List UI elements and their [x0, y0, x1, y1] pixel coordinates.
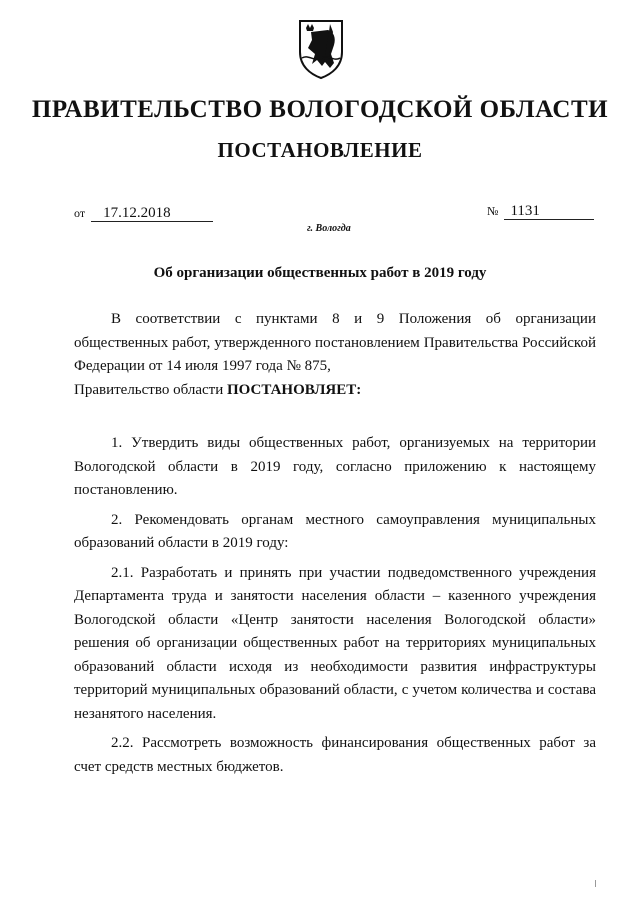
- decree-line: [74, 379, 596, 403]
- number-value: 1131: [504, 203, 594, 220]
- government-title: ПРАВИТЕЛЬСТВО ВОЛОГОДСКОЙ ОБЛАСТИ: [31, 96, 609, 123]
- item-2-1-paragraph: 2.1. Разработать и принять при участии подведомственного учреждения Департамента труда и занятости населения области – казенного учреждения Вологодской области «Центр занятости населения Вологодской области» решения об организации общественных работ на территориях муниципальных образований области исходя из необходимости развития инфраструктуры территорий муниципальных образований области, с учетом количества и состава незанятого населения.: [74, 564, 596, 722]
- item-2-2-paragraph: 2.2. Рассмотреть возможность финансирования общественных работ за счет средств местных бюджетов.: [74, 735, 596, 775]
- item-2-paragraph: 2. Рекомендовать органам местного самоуправления муниципальных образований области в 2019 году:: [74, 511, 596, 551]
- document-date: [74, 205, 213, 222]
- decree-word: ПОСТАНОВЛЯЕТ:: [226, 381, 362, 398]
- number-prefix: №: [487, 204, 499, 218]
- city-label: г. Вологда: [307, 223, 351, 234]
- date-value: 17.12.2018: [91, 205, 213, 222]
- document-number: [487, 203, 594, 220]
- document-type: ПОСТАНОВЛЕНИЕ: [217, 138, 423, 162]
- document-subject: Об организации общественных работ в 2019 году: [153, 265, 487, 281]
- item-1-paragraph: 1. Утвердить виды общественных работ, организуемых на территории Вологодской области в 2019 году, согласно приложению к настоящему постановлению.: [74, 435, 596, 498]
- decree-prefix: Правительство области: [74, 381, 227, 398]
- coat-of-arms-emblem: [296, 18, 346, 80]
- scan-mark: [595, 880, 596, 887]
- preamble-paragraph: В соответствии с пунктами 8 и 9 Положения об организации общественных работ, утвержденного постановлением Правительства Российской Федерации от 14 июля 1997 года № 875,: [74, 311, 596, 374]
- document-body: [74, 308, 596, 779]
- date-prefix: от: [74, 206, 86, 220]
